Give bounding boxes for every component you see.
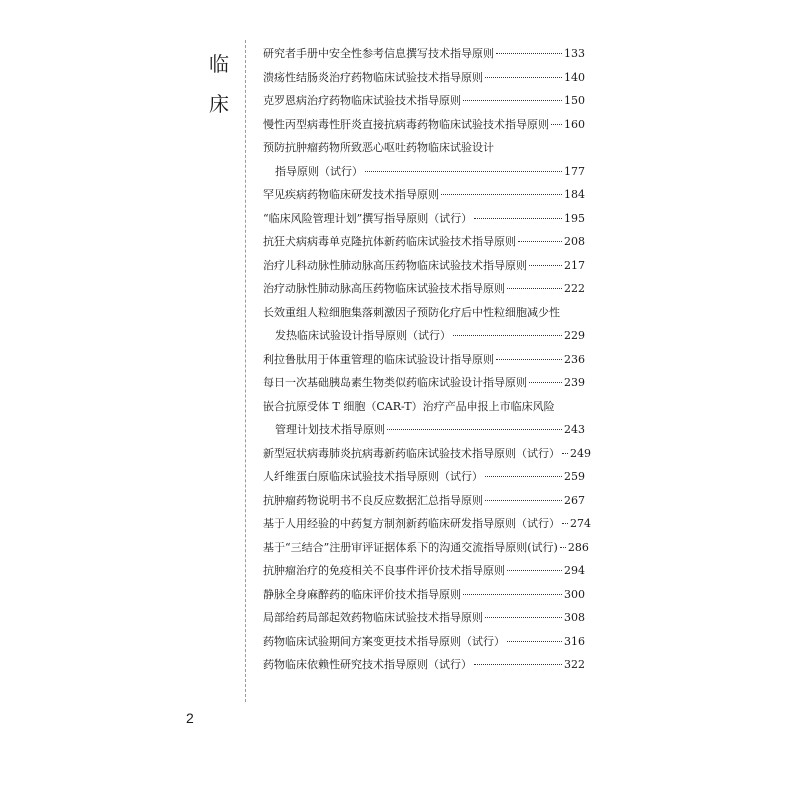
toc-entry xyxy=(263,539,589,563)
toc-entry-page: 236 xyxy=(564,352,585,366)
toc-entry xyxy=(263,116,585,140)
table-of-contents xyxy=(263,45,591,680)
section-title-char: 床 xyxy=(209,92,231,116)
toc-entry-title: 静脉全身麻醉药的临床评价技术指导原则 xyxy=(263,587,461,601)
toc-entry-page: 133 xyxy=(564,47,585,60)
dot-leader xyxy=(496,358,562,360)
toc-entry-page: 322 xyxy=(564,658,585,671)
toc-entry-title: 慢性丙型病毒性肝炎直接抗病毒药物临床试验技术指导原则 xyxy=(263,117,549,131)
toc-entry xyxy=(263,609,585,633)
section-title xyxy=(206,44,234,124)
dot-leader xyxy=(463,593,562,595)
toc-entry-continuation xyxy=(263,421,585,445)
toc-entry-page: 300 xyxy=(564,587,585,601)
dot-leader xyxy=(507,287,562,289)
toc-entry xyxy=(263,562,585,586)
toc-entry-title: 研究者手册中安全性参考信息撰写技术指导原则 xyxy=(263,47,494,60)
dot-leader xyxy=(485,475,562,477)
toc-entry-title: 人纤维蛋白原临床试验技术指导原则（试行） xyxy=(263,470,483,483)
toc-entry-title: 抗狂犬病病毒单克隆抗体新药临床试验技术指导原则 xyxy=(263,235,516,248)
toc-entry-page: 184 xyxy=(564,188,585,201)
toc-entry-title: 局部给药局部起效药物临床试验技术指导原则 xyxy=(263,611,483,624)
toc-entry-title: 药物临床依赖性研究技术指导原则（试行） xyxy=(263,658,472,671)
toc-entry xyxy=(263,210,585,234)
toc-entry xyxy=(263,656,585,680)
toc-entry xyxy=(263,69,585,93)
toc-entry-title-continuation: 指导原则（试行） xyxy=(275,164,363,178)
dot-leader xyxy=(562,452,568,454)
dot-leader xyxy=(496,52,562,54)
toc-entry-title: 新型冠状病毒肺炎抗病毒新药临床试验技术指导原则（试行） xyxy=(263,446,560,460)
dot-leader xyxy=(562,522,568,524)
toc-entry-title: 罕见疾病药物临床研发技术指导原则 xyxy=(263,188,439,201)
toc-entry-title: 溃疡性结肠炎治疗药物临床试验技术指导原则 xyxy=(263,70,483,84)
toc-entry xyxy=(263,492,585,516)
dot-leader xyxy=(365,170,562,172)
dot-leader xyxy=(463,99,562,101)
dot-leader xyxy=(474,217,562,219)
toc-entry-page: 239 xyxy=(564,376,585,389)
toc-entry-title: 基于“三结合”注册审评证据体系下的沟通交流指导原则(试行) xyxy=(263,540,558,554)
toc-entry-page: 294 xyxy=(564,564,585,577)
toc-entry-page: 222 xyxy=(564,282,585,295)
toc-entry-title: 治疗儿科动脉性肺动脉高压药物临床试验技术指导原则 xyxy=(263,258,527,272)
toc-entry-title: 预防抗肿瘤药物所致恶心呕吐药物临床试验设计 xyxy=(263,141,494,154)
dot-leader xyxy=(529,264,562,266)
dot-leader xyxy=(453,334,562,336)
toc-entry xyxy=(263,445,591,469)
page-number: 2 xyxy=(186,710,194,726)
toc-entry xyxy=(263,374,585,398)
toc-entry-title: 每日一次基础胰岛素生物类似药临床试验设计指导原则 xyxy=(263,376,527,389)
toc-entry xyxy=(263,515,591,539)
toc-entry-title: 药物临床试验期间方案变更技术指导原则（试行） xyxy=(263,634,505,648)
dot-leader xyxy=(507,569,562,571)
toc-entry-title-continuation: 管理计划技术指导原则 xyxy=(275,423,385,436)
dot-leader xyxy=(518,240,562,242)
dot-leader xyxy=(560,546,566,548)
toc-entry xyxy=(263,45,585,69)
section-title-char: 临 xyxy=(209,52,231,76)
toc-entry-title: 克罗恩病治疗药物临床试验技术指导原则 xyxy=(263,94,461,107)
toc-entry-page: 267 xyxy=(564,493,585,507)
toc-entry xyxy=(263,304,585,328)
toc-entry-title: 抗肿瘤药物说明书不良反应数据汇总指导原则 xyxy=(263,493,483,507)
toc-entry-page: 195 xyxy=(564,211,585,225)
toc-entry-page: 217 xyxy=(564,258,585,272)
toc-entry xyxy=(263,586,585,610)
toc-entry-title: 长效重组人粒细胞集落刺激因子预防化疗后中性粒细胞减少性 xyxy=(263,305,560,319)
toc-entry-page: 308 xyxy=(564,611,585,624)
dot-leader xyxy=(474,663,562,665)
toc-entry-continuation xyxy=(263,327,585,351)
toc-entry-page: 243 xyxy=(564,423,585,436)
dot-leader xyxy=(507,640,562,642)
toc-entry xyxy=(263,186,585,210)
toc-entry-page: 259 xyxy=(564,470,585,483)
toc-entry-page: 249 xyxy=(570,446,591,460)
dot-leader xyxy=(485,616,562,618)
dot-leader xyxy=(387,428,562,430)
toc-entry xyxy=(263,92,585,116)
dot-leader xyxy=(485,499,562,501)
toc-entry-title: 基于人用经验的中药复方制剂新药临床研发指导原则（试行） xyxy=(263,517,560,530)
toc-entry-page: 316 xyxy=(564,634,585,648)
toc-entry-page: 140 xyxy=(564,70,585,84)
toc-entry-title: 嵌合抗原受体 T 细胞（CAR-T）治疗产品申报上市临床风险 xyxy=(263,399,555,413)
toc-entry-title: “临床风险管理计划”撰写指导原则（试行） xyxy=(263,211,473,225)
toc-entry xyxy=(263,468,585,492)
vertical-divider xyxy=(245,40,246,702)
toc-entry xyxy=(263,257,585,281)
toc-entry-page: 229 xyxy=(564,329,585,342)
dot-leader xyxy=(441,193,562,195)
toc-entry xyxy=(263,280,585,304)
toc-entry-page: 208 xyxy=(564,235,585,248)
toc-entry-page: 150 xyxy=(564,94,585,107)
toc-entry-page: 274 xyxy=(570,517,591,530)
toc-entry-title: 利拉鲁肽用于体重管理的临床试验设计指导原则 xyxy=(263,352,494,366)
toc-entry xyxy=(263,139,585,163)
toc-entry-title: 治疗动脉性肺动脉高压药物临床试验技术指导原则 xyxy=(263,282,505,295)
toc-entry xyxy=(263,351,585,375)
dot-leader xyxy=(551,123,562,125)
toc-entry-title-continuation: 发热临床试验设计指导原则（试行） xyxy=(275,329,451,342)
toc-entry-page: 160 xyxy=(564,117,585,131)
toc-entry-page: 286 xyxy=(567,540,589,554)
toc-entry xyxy=(263,233,585,257)
toc-entry-page: 177 xyxy=(564,164,585,178)
toc-entry xyxy=(263,398,585,422)
toc-entry-title: 抗肿瘤治疗的免疫相关不良事件评价技术指导原则 xyxy=(263,564,505,577)
toc-entry-continuation xyxy=(263,163,585,187)
toc-entry xyxy=(263,633,585,657)
dot-leader xyxy=(485,76,562,78)
dot-leader xyxy=(529,381,562,383)
